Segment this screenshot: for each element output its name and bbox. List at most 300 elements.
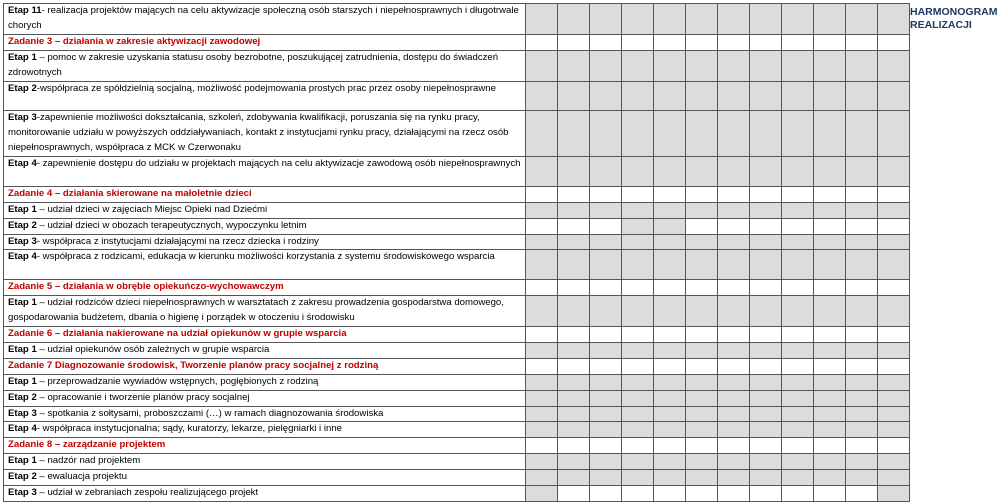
period-cell (814, 186, 846, 202)
period-cell (558, 234, 590, 250)
task-title: Zadanie 3 – działania w zakresie aktywizacji zawodowej (8, 35, 261, 47)
schedule-row (4, 280, 958, 296)
period-cell (846, 202, 878, 218)
row-description (4, 358, 526, 374)
period-cell (686, 486, 718, 502)
row-description (4, 406, 526, 422)
stage-label: Etap 4 (8, 158, 37, 170)
row-description (4, 4, 526, 35)
period-cell (878, 406, 910, 422)
period-cell (878, 202, 910, 218)
schedule-row (4, 296, 958, 327)
period-cell (846, 438, 878, 454)
period-cell (590, 296, 622, 327)
period-cell (782, 111, 814, 157)
period-cell (526, 250, 558, 280)
period-cell (846, 4, 878, 35)
period-cell (718, 186, 750, 202)
period-cell (622, 34, 654, 50)
stage-text: – pomoc w zakresie uzyskania statusu osoby bezrobotne, poszukującej zatrudnienia, dostępu do świadczeń zdrowotnych (8, 51, 499, 78)
period-cell (718, 157, 750, 187)
row-description (4, 186, 526, 202)
period-cell (878, 470, 910, 486)
schedule-row (4, 390, 958, 406)
period-cell (622, 81, 654, 111)
period-cell (558, 406, 590, 422)
period-cell (526, 486, 558, 502)
period-cell (718, 50, 750, 81)
period-cell (686, 50, 718, 81)
period-cell (558, 422, 590, 438)
period-cell (750, 4, 782, 35)
period-cell (846, 111, 878, 157)
period-cell (846, 280, 878, 296)
period-cell (590, 280, 622, 296)
period-cell (750, 157, 782, 187)
period-cell (590, 374, 622, 390)
period-cell (878, 111, 910, 157)
period-cell (686, 34, 718, 50)
period-cell (654, 218, 686, 234)
period-cell (686, 111, 718, 157)
stage-label: Etap 1 (8, 343, 37, 355)
period-cell (622, 111, 654, 157)
stage-label: Etap 1 (8, 375, 37, 387)
period-cell (718, 280, 750, 296)
stage-text: – ewaluacja projektu (36, 471, 127, 483)
period-cell (590, 250, 622, 280)
period-cell (814, 218, 846, 234)
period-cell (622, 250, 654, 280)
period-cell (718, 326, 750, 342)
period-cell (686, 202, 718, 218)
period-cell (782, 4, 814, 35)
period-cell (622, 470, 654, 486)
period-cell (558, 358, 590, 374)
period-cell (526, 186, 558, 202)
period-cell (814, 280, 846, 296)
row-description (4, 470, 526, 486)
period-cell (814, 422, 846, 438)
period-cell (718, 470, 750, 486)
period-cell (782, 358, 814, 374)
period-cell (878, 358, 910, 374)
period-cell (526, 358, 558, 374)
period-cell (878, 390, 910, 406)
schedule-row (4, 438, 958, 454)
period-cell (846, 342, 878, 358)
period-cell (622, 358, 654, 374)
period-cell (718, 34, 750, 50)
period-cell (814, 50, 846, 81)
period-cell (590, 34, 622, 50)
period-cell (526, 296, 558, 327)
period-cell (878, 342, 910, 358)
period-cell (558, 296, 590, 327)
stage-text: – udział dzieci w zajęciach Miejsc Opieki nad Dziećmi (36, 203, 268, 215)
schedule-row (4, 4, 958, 35)
schedule-row (4, 342, 958, 358)
period-cell (846, 454, 878, 470)
period-cell (590, 111, 622, 157)
period-cell (654, 81, 686, 111)
period-cell (846, 186, 878, 202)
period-cell (814, 202, 846, 218)
period-cell (622, 218, 654, 234)
period-cell (782, 250, 814, 280)
period-cell (590, 454, 622, 470)
period-cell (654, 4, 686, 35)
period-cell (590, 486, 622, 502)
task-title: Zadanie 6 – działania nakierowane na udział opiekunów w grupie wsparcia (8, 327, 347, 339)
period-cell (718, 218, 750, 234)
stage-label: Etap 4 (8, 423, 37, 435)
period-cell (590, 81, 622, 111)
period-cell (686, 390, 718, 406)
period-cell (750, 81, 782, 111)
stage-label: Etap 1 (8, 297, 37, 309)
period-cell (590, 358, 622, 374)
period-cell (846, 422, 878, 438)
period-cell (814, 34, 846, 50)
period-cell (782, 81, 814, 111)
period-cell (654, 406, 686, 422)
period-cell (878, 454, 910, 470)
period-cell (718, 374, 750, 390)
stage-label: Etap 4 (8, 251, 37, 263)
stage-text: – udział w zebraniach zespołu realizującego projekt (36, 487, 259, 499)
schedule-row (4, 422, 958, 438)
period-cell (654, 111, 686, 157)
row-description (4, 342, 526, 358)
period-cell (686, 470, 718, 486)
stage-label: Etap 1 (8, 455, 37, 467)
schedule-row (4, 50, 958, 81)
period-cell (654, 234, 686, 250)
period-cell (686, 326, 718, 342)
schedule-row (4, 111, 958, 157)
task-title: Zadanie 7 Diagnozowanie środowisk, Tworzenie planów pracy socjalnej z rodziną (8, 359, 379, 371)
period-cell (846, 250, 878, 280)
period-cell (750, 486, 782, 502)
period-cell (558, 81, 590, 111)
period-cell (846, 157, 878, 187)
period-cell (814, 358, 846, 374)
period-cell (622, 406, 654, 422)
schedule-row (4, 454, 958, 470)
period-cell (782, 218, 814, 234)
period-cell (590, 202, 622, 218)
stage-label: Etap 3 (8, 407, 37, 419)
schedule-body (4, 4, 998, 502)
period-cell (846, 296, 878, 327)
period-cell (878, 486, 910, 502)
period-cell (590, 234, 622, 250)
period-cell (846, 234, 878, 250)
schedule-row (4, 250, 958, 280)
period-cell (718, 111, 750, 157)
period-cell (846, 218, 878, 234)
period-cell (782, 186, 814, 202)
row-description (4, 202, 526, 218)
period-cell (814, 81, 846, 111)
period-cell (686, 296, 718, 327)
period-cell (814, 470, 846, 486)
period-cell (654, 454, 686, 470)
period-cell (814, 326, 846, 342)
period-cell (590, 422, 622, 438)
period-cell (846, 390, 878, 406)
period-cell (654, 438, 686, 454)
period-cell (590, 218, 622, 234)
period-cell (526, 111, 558, 157)
period-cell (782, 438, 814, 454)
period-cell (654, 374, 686, 390)
period-cell (846, 486, 878, 502)
schedule-row (4, 81, 958, 111)
stage-text: – przeprowadzanie wywiadów wstępnych, pogłębionych z rodziną (36, 375, 319, 387)
period-cell (558, 374, 590, 390)
period-cell (622, 454, 654, 470)
period-cell (846, 470, 878, 486)
period-cell (718, 342, 750, 358)
period-cell (654, 326, 686, 342)
stage-text: -zapewnienie możliwości dokształcania, szkoleń, zdobywania kwalifikacji, poruszania się na rynku pracy, monitorowanie udziału w powyższych oddziaływaniach, kontakt z instytucjami rynku pracy, działającymi na rzecz osób niepełnosprawnych, współpraca z MCK w Czerwonaku (8, 112, 509, 154)
period-cell (750, 111, 782, 157)
period-cell (622, 486, 654, 502)
stage-label: Etap 3 (8, 487, 37, 499)
period-cell (526, 50, 558, 81)
period-cell (718, 438, 750, 454)
row-description (4, 218, 526, 234)
period-cell (814, 296, 846, 327)
period-cell (558, 218, 590, 234)
stage-text: – spotkania z sołtysami, proboszczami (…) w ramach diagnozowania środowiska (36, 407, 384, 419)
period-cell (686, 374, 718, 390)
period-cell (590, 438, 622, 454)
period-cell (526, 326, 558, 342)
period-cell (654, 422, 686, 438)
period-cell (878, 422, 910, 438)
period-cell (526, 4, 558, 35)
period-cell (814, 342, 846, 358)
period-cell (718, 454, 750, 470)
period-cell (654, 157, 686, 187)
period-cell (814, 234, 846, 250)
period-cell (654, 470, 686, 486)
period-cell (718, 390, 750, 406)
period-cell (750, 186, 782, 202)
stage-label: Etap 2 (8, 219, 37, 231)
stage-text: - zapewnienie dostępu do udziału w projektach mających na celu aktywizacje zawodową osób niepełnosprawnych (36, 158, 521, 170)
stage-text: – opracowanie i tworzenie planów pracy socjalnej (36, 391, 250, 403)
task-title: Zadanie 4 – działania skierowane na małoletnie dzieci (8, 187, 252, 199)
schedule-row (4, 486, 958, 502)
period-cell (718, 4, 750, 35)
task-title: Zadanie 8 – zarządzanie projektem (8, 439, 166, 451)
period-cell (718, 486, 750, 502)
row-description (4, 34, 526, 50)
period-cell (686, 280, 718, 296)
period-cell (526, 202, 558, 218)
period-cell (782, 486, 814, 502)
period-cell (750, 234, 782, 250)
period-cell (846, 34, 878, 50)
period-cell (526, 470, 558, 486)
period-cell (878, 34, 910, 50)
period-cell (814, 4, 846, 35)
period-cell (718, 406, 750, 422)
period-cell (526, 280, 558, 296)
period-cell (654, 50, 686, 81)
period-cell (782, 374, 814, 390)
schedule-row (4, 34, 958, 50)
period-cell (526, 454, 558, 470)
period-cell (782, 157, 814, 187)
period-cell (558, 34, 590, 50)
period-cell (878, 250, 910, 280)
stage-label: Etap 1 (8, 203, 37, 215)
period-cell (526, 234, 558, 250)
period-cell (654, 342, 686, 358)
period-cell (686, 422, 718, 438)
period-cell (782, 202, 814, 218)
period-cell (686, 438, 718, 454)
period-cell (654, 296, 686, 327)
stage-text: - realizacja projektów mających na celu aktywizacje społeczną osób starszych i niepełnosprawnych i długotrwale chorych (8, 5, 519, 31)
period-cell (558, 250, 590, 280)
period-cell (654, 202, 686, 218)
schedule-row (4, 186, 958, 202)
period-cell (878, 218, 910, 234)
row-description (4, 486, 526, 502)
period-cell (878, 326, 910, 342)
period-cell (782, 296, 814, 327)
period-cell (558, 470, 590, 486)
period-cell (878, 374, 910, 390)
row-description (4, 50, 526, 81)
stage-label: Etap 2 (8, 82, 37, 94)
period-cell (878, 50, 910, 81)
period-cell (878, 186, 910, 202)
stage-label: Etap 3 (8, 235, 37, 247)
schedule-row (4, 358, 958, 374)
period-cell (750, 438, 782, 454)
period-cell (814, 111, 846, 157)
period-cell (782, 34, 814, 50)
period-cell (622, 374, 654, 390)
period-cell (686, 218, 718, 234)
period-cell (846, 358, 878, 374)
period-cell (558, 438, 590, 454)
stage-label: Etap 1 (8, 51, 37, 63)
period-cell (686, 342, 718, 358)
period-cell (782, 406, 814, 422)
period-cell (782, 422, 814, 438)
period-cell (750, 296, 782, 327)
period-cell (782, 50, 814, 81)
period-cell (878, 280, 910, 296)
period-cell (526, 422, 558, 438)
period-cell (526, 390, 558, 406)
schedule-row (4, 374, 958, 390)
harmonogram-title-line1: HARMONOGRAM (910, 5, 998, 18)
period-cell (558, 157, 590, 187)
row-description (4, 454, 526, 470)
stage-label: Etap 2 (8, 391, 37, 403)
period-cell (654, 186, 686, 202)
period-cell (622, 202, 654, 218)
period-cell (590, 470, 622, 486)
period-cell (622, 280, 654, 296)
period-cell (686, 358, 718, 374)
schedule-row (4, 406, 958, 422)
period-cell (558, 280, 590, 296)
period-cell (526, 218, 558, 234)
row-description (4, 390, 526, 406)
period-cell (622, 296, 654, 327)
period-cell (622, 438, 654, 454)
period-cell (750, 250, 782, 280)
stage-text: - współpraca z instytucjami działającymi na rzecz dziecka i rodziny (36, 235, 319, 247)
period-cell (878, 296, 910, 327)
period-cell (654, 358, 686, 374)
row-description (4, 422, 526, 438)
schedule-row (4, 202, 958, 218)
period-cell (526, 81, 558, 111)
period-cell (622, 157, 654, 187)
period-cell (654, 486, 686, 502)
period-cell (782, 234, 814, 250)
period-cell (750, 280, 782, 296)
period-cell (814, 454, 846, 470)
period-cell (814, 486, 846, 502)
period-cell (590, 326, 622, 342)
period-cell (750, 406, 782, 422)
period-cell (686, 454, 718, 470)
period-cell (686, 4, 718, 35)
period-cell (846, 374, 878, 390)
period-cell (846, 81, 878, 111)
period-cell (814, 157, 846, 187)
row-description (4, 296, 526, 327)
period-cell (622, 50, 654, 81)
harmonogram-header (910, 4, 998, 502)
period-cell (750, 342, 782, 358)
period-cell (622, 422, 654, 438)
period-cell (558, 454, 590, 470)
harmonogram-title-line2: REALIZACJI (910, 18, 972, 31)
period-cell (526, 34, 558, 50)
row-description (4, 326, 526, 342)
period-cell (782, 390, 814, 406)
period-cell (718, 202, 750, 218)
period-cell (622, 4, 654, 35)
period-cell (718, 81, 750, 111)
period-cell (878, 4, 910, 35)
period-cell (590, 50, 622, 81)
period-cell (686, 186, 718, 202)
schedule-row (4, 218, 958, 234)
period-cell (814, 250, 846, 280)
period-cell (558, 111, 590, 157)
schedule-row (4, 326, 958, 342)
period-cell (590, 390, 622, 406)
period-cell (558, 342, 590, 358)
stage-text: - współpraca instytucjonalna; sądy, kuratorzy, lekarze, pielęgniarki i inne (36, 423, 342, 435)
row-description (4, 157, 526, 187)
row-description (4, 234, 526, 250)
